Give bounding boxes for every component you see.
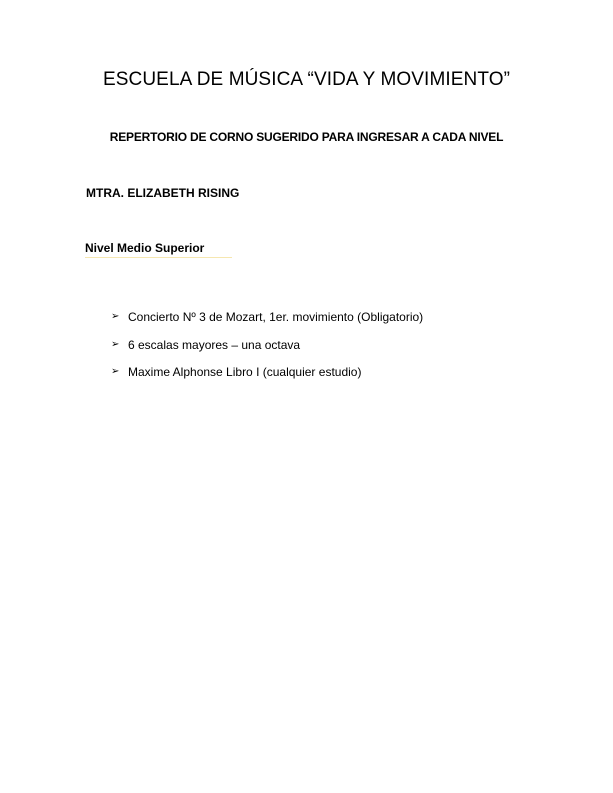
list-item <box>111 310 423 338</box>
list-item <box>111 338 423 366</box>
school-title: ESCUELA DE MÚSICA “VIDA Y MOVIMIENTO” <box>102 69 511 90</box>
requirements-list <box>111 310 423 393</box>
repertoire-title: REPERTORIO DE CORNO SUGERIDO PARA INGRESAR A CADA NIVEL <box>109 130 504 144</box>
list-item-text: Concierto Nº 3 de Mozart, 1er. movimiento (Obligatorio) <box>128 310 424 324</box>
list-item <box>111 365 423 393</box>
list-item-text: 6 escalas mayores – una octava <box>128 337 301 352</box>
teacher-name: MTRA. ELIZABETH RISING <box>86 186 240 200</box>
arrow-bullet-icon: ➢ <box>111 311 120 322</box>
arrow-bullet-icon: ➢ <box>111 338 120 350</box>
arrow-bullet-icon: ➢ <box>111 366 120 377</box>
list-item-text: Maxime Alphonse Libro I (cualquier estudio) <box>128 365 362 379</box>
level-heading: Nivel Medio Superior <box>85 241 232 258</box>
